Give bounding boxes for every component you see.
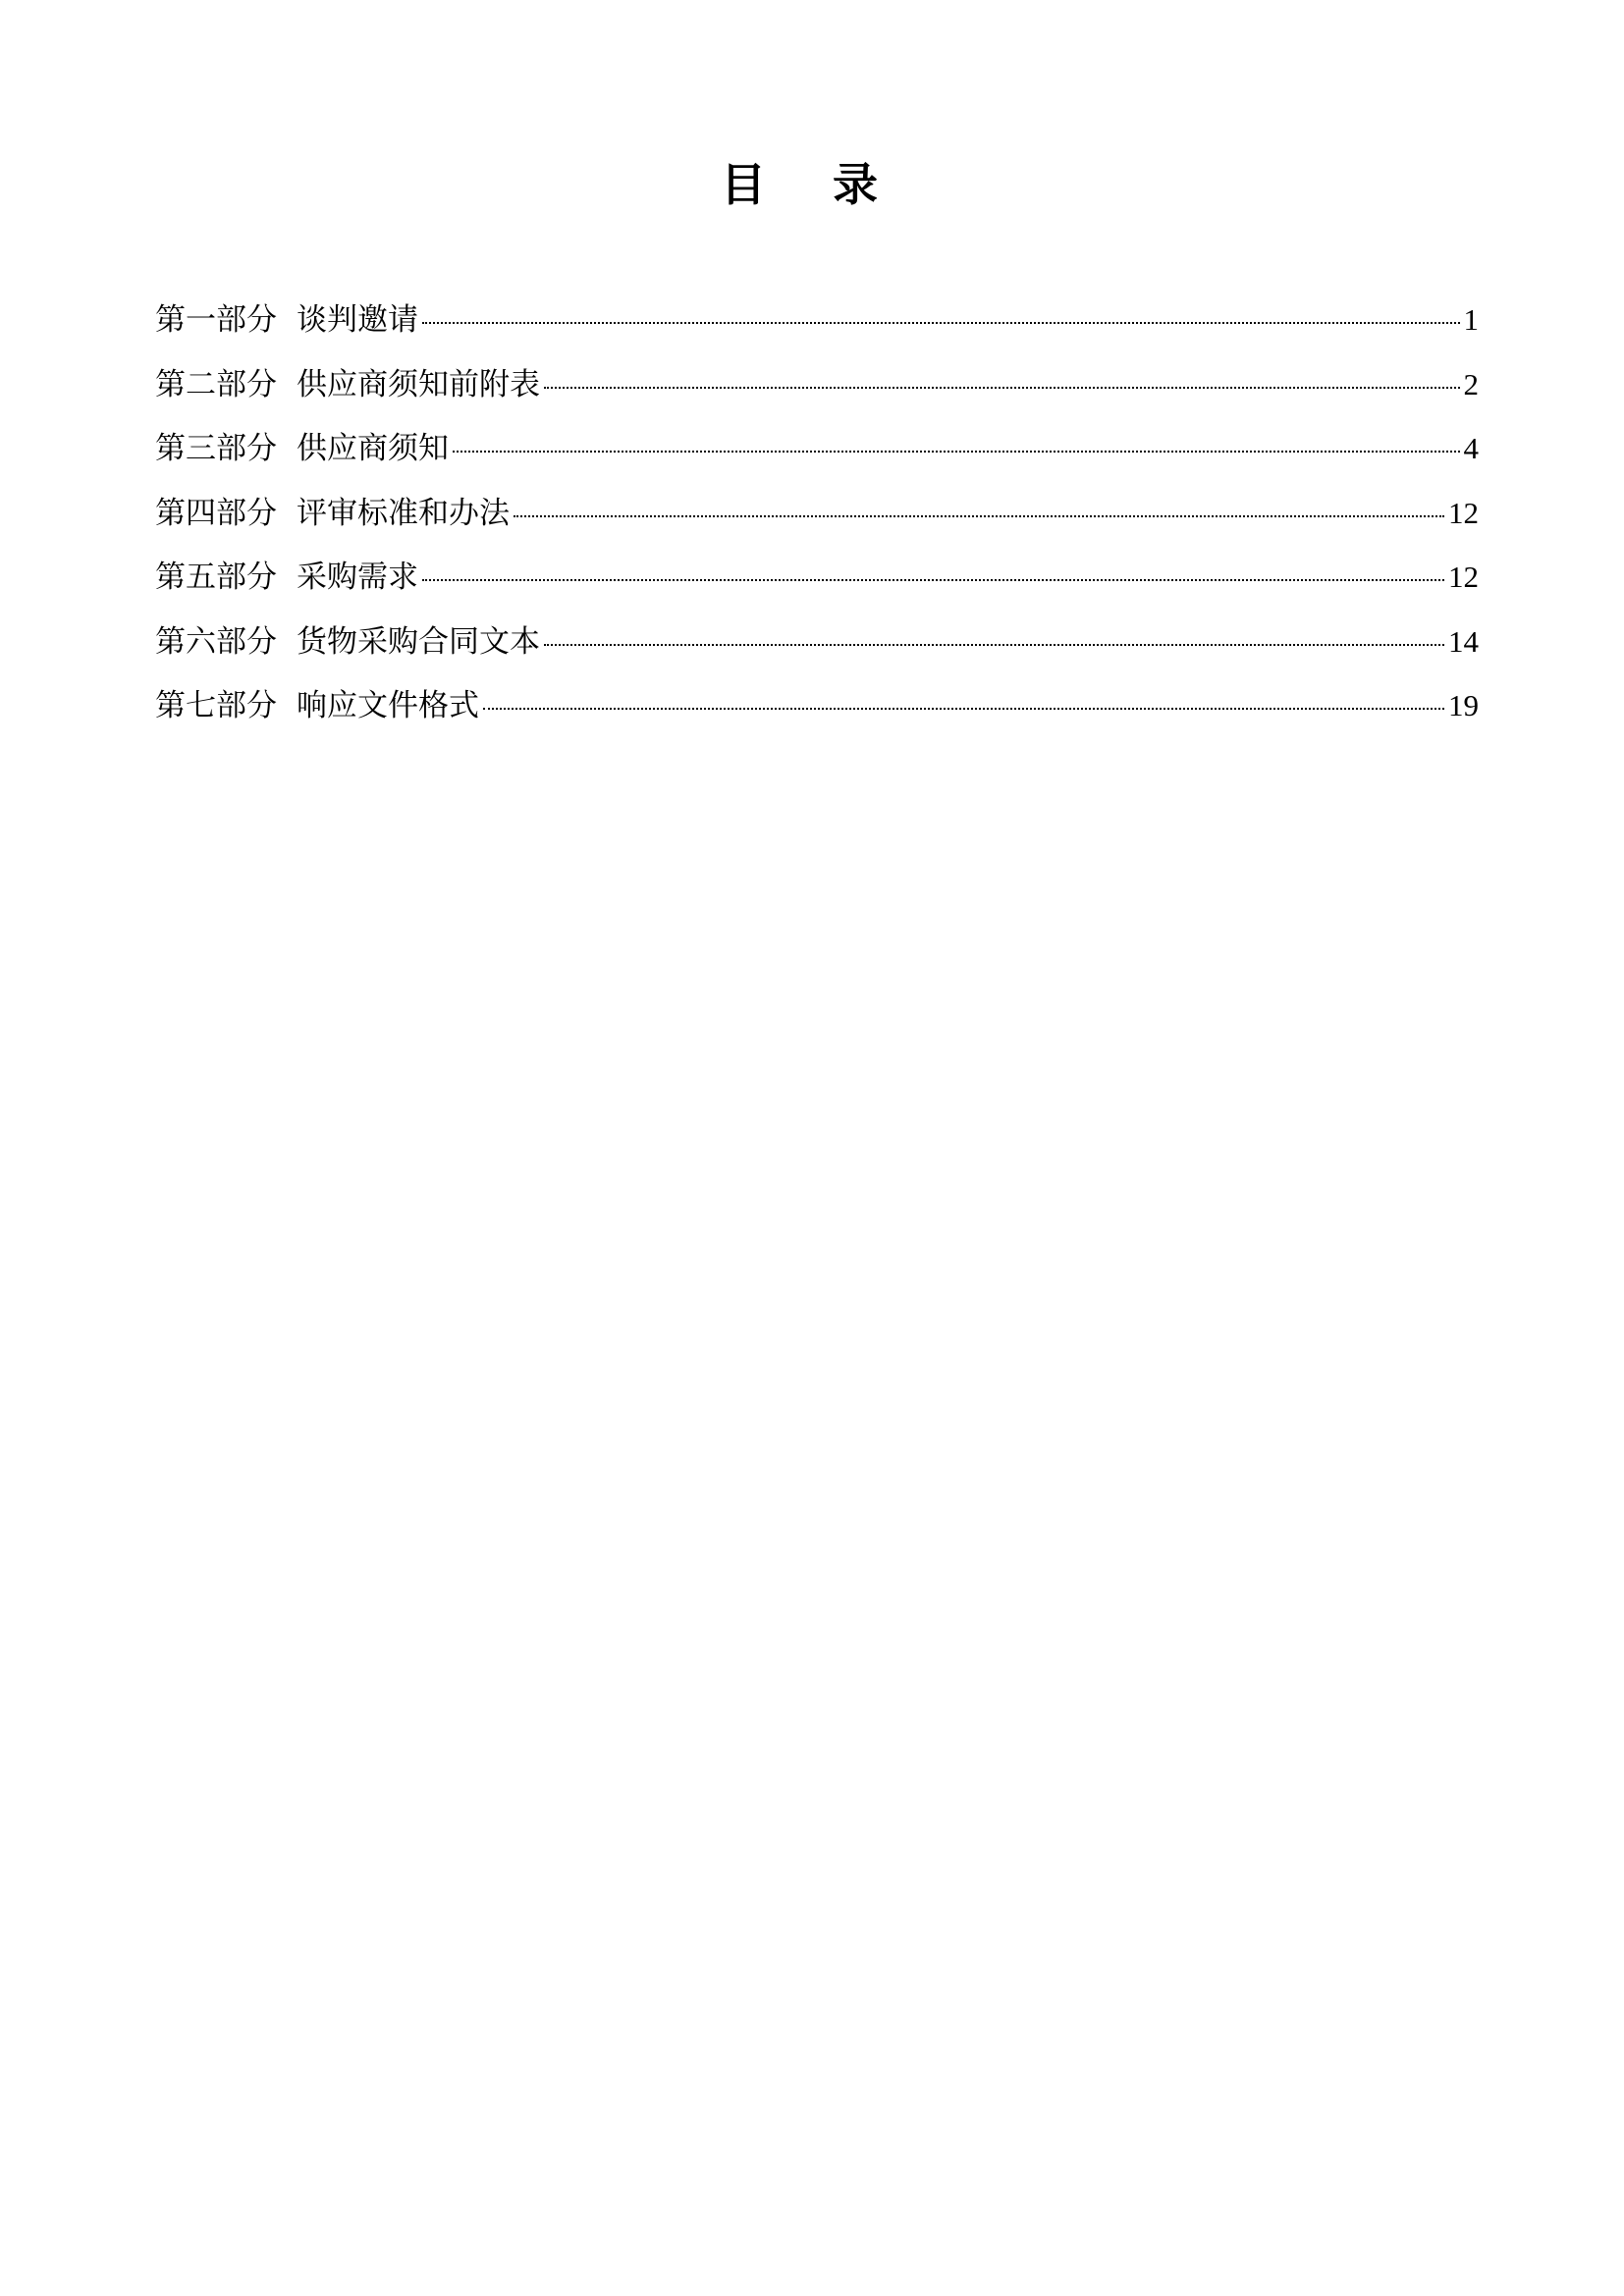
toc-title: 谈判邀请 bbox=[297, 302, 418, 338]
toc-part-label: 第七部分 bbox=[155, 688, 277, 723]
toc-title: 采购需求 bbox=[297, 560, 418, 595]
toc-dot-leader bbox=[544, 644, 1444, 646]
toc-dot-leader bbox=[544, 387, 1460, 389]
toc-entry[interactable] bbox=[155, 684, 1479, 749]
toc-part-label: 第四部分 bbox=[155, 495, 277, 531]
toc-dot-leader bbox=[514, 515, 1444, 517]
toc-page-number: 12 bbox=[1448, 560, 1479, 594]
toc-part-label: 第一部分 bbox=[155, 302, 277, 338]
toc-part-label: 第二部分 bbox=[155, 366, 277, 402]
toc-page-number: 4 bbox=[1463, 431, 1479, 465]
toc-dot-leader bbox=[483, 708, 1444, 710]
toc-title: 响应文件格式 bbox=[297, 688, 479, 723]
toc-part-label: 第三部分 bbox=[155, 431, 277, 466]
toc-title: 评审标准和办法 bbox=[297, 495, 510, 531]
toc-entry[interactable] bbox=[155, 427, 1479, 492]
toc-dot-leader bbox=[422, 579, 1444, 581]
toc-entry[interactable] bbox=[155, 492, 1479, 557]
toc-page-number: 19 bbox=[1448, 688, 1479, 722]
toc-entry[interactable] bbox=[155, 556, 1479, 620]
page-title: 目 录 bbox=[720, 158, 903, 211]
toc-part-label: 第六部分 bbox=[155, 623, 277, 660]
toc-title: 供应商须知 bbox=[297, 431, 449, 466]
toc-page-number: 2 bbox=[1463, 366, 1479, 401]
toc-title: 货物采购合同文本 bbox=[297, 623, 540, 660]
toc-page-number: 14 bbox=[1448, 623, 1479, 659]
toc-entry[interactable] bbox=[155, 298, 1479, 363]
toc-entry[interactable] bbox=[155, 363, 1479, 428]
table-of-contents bbox=[155, 298, 1479, 749]
toc-title: 供应商须知前附表 bbox=[297, 366, 540, 402]
toc-part-label: 第五部分 bbox=[155, 560, 277, 595]
toc-entry[interactable] bbox=[155, 620, 1479, 685]
toc-dot-leader bbox=[422, 322, 1460, 324]
toc-page-number: 1 bbox=[1463, 302, 1479, 337]
toc-dot-leader bbox=[453, 451, 1460, 453]
toc-page-number: 12 bbox=[1448, 495, 1479, 530]
